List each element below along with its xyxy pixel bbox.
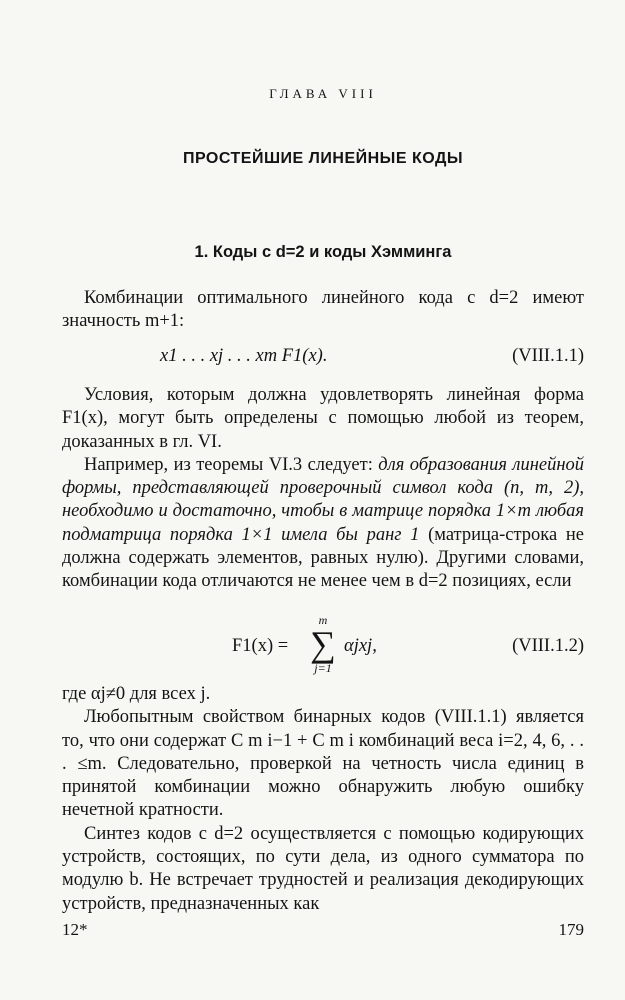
paragraph-text: (матрица-строка не должна содержать элементов, равных нулю). Другими словами, комбинации кода отличаются не менее чем в d=2 позициях, если (62, 524, 584, 592)
paragraph-text: Например, из теоремы VI.3 следует: (84, 454, 373, 475)
paragraph-1 (62, 287, 584, 334)
book-page (62, 0, 584, 1000)
chapter-heading: ГЛАВА VIII (269, 86, 377, 101)
paragraph-text: Комбинации оптимального линейного кода с d=2 имеют значность m+1: (62, 288, 584, 332)
signature-mark: 12* (62, 920, 88, 939)
formula-viii-1-1 (62, 346, 584, 370)
section-heading: 1. Коды с d=2 и коды Хэмминга (194, 243, 452, 261)
paragraph-3 (62, 454, 584, 594)
theorem-statement: для образования линейной формы, представляющей проверочный символ кода (n, m, 2), необходимо и достаточно, чтобы в матрице порядка 1×m любая подматрица порядка 1×1 имела бы ранг 1 (62, 454, 585, 545)
paragraph-2 (62, 384, 584, 594)
page-number: 179 (558, 920, 584, 939)
formula-number: (VIII.1.1) (512, 346, 584, 366)
paragraph-4 (62, 683, 584, 916)
sum-upper-limit: m (318, 613, 328, 627)
formula-number: (VIII.1.2) (512, 636, 584, 656)
sum-lower-limit: j=1 (314, 661, 332, 675)
formula-rhs: αjxj, (344, 636, 377, 656)
paragraph-text: где αj≠0 для всех j. (62, 684, 211, 704)
formula-lhs: F1(x) = (232, 636, 289, 656)
formula-expression: x1 . . . xj . . . xm F1(x). (160, 346, 328, 366)
sigma-icon: ∑ (310, 624, 336, 664)
formula-viii-1-2 (62, 614, 584, 684)
paragraph-text: Условия, которым должна удовлетворять линейная форма F1(x), могут быть определены с помощью любой из теорем, доказанных в гл. VI. (62, 385, 584, 452)
sum-symbol (308, 614, 338, 674)
paragraph-6: Синтез кодов с d=2 осуществляется с помощью кодирующих устройств, состоящих, по сути дела, из одного сумматора по модулю b. Не встречает трудностей и реализация декодирующих устройств, предназначенных как (62, 823, 584, 914)
chapter-title: ПРОСТЕЙШИЕ ЛИНЕЙНЫЕ КОДЫ (182, 150, 464, 167)
paragraph-5: Любопытным свойством бинарных кодов (VIII.1.1) является то, что они содержат C m i−1 + C m i комбинаций веса i=2, 4, 6, . . . ≤m. Следовательно, проверкой на четность числа единиц в принятой комбинации можно обнаружить любую ошибку нечетной кратности. (62, 707, 584, 821)
